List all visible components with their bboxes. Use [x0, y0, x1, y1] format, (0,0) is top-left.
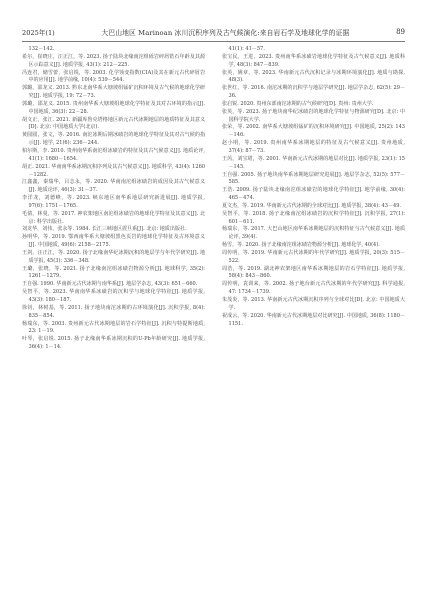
- reference-entry: 王璐，张晓，等. 2021. 扬子北缘南沱组冰碛岩物源分析[J]. 地球科学, 35(2): 1261－1279.: [22, 265, 205, 280]
- reference-entry: 郭璐，邵龙义. 2015. 贵州南华系大塘坡组地球化学特征及其对古环境的指示[J]. 中国地质, 36(3): 22－28.: [22, 100, 205, 115]
- reference-entry: 王自强. 2005. 扬子地块南华系冰期地层研究进展[J]. 地层学杂志, 52(5): 577－585.: [222, 171, 405, 186]
- page-header: [22, 25, 405, 39]
- reference-entry: 王浩. 2009. 扬子陆块北缘南沱组冰碛岩的地球化学特征[J]. 地学前缘, 30(4): 465－474.: [222, 187, 405, 202]
- reference-entry: 胡正. 2021. 华南南华系冰期沉积序列及其古气候意义[J]. 地质科学, 43(4): 1260－1282.: [22, 163, 205, 178]
- reference-entry: 孙明华，等. 2019. 鄂西南华系大塘坡组黑色页岩的地球化学特征及古环境意义[J]. 中国地质, 49(6): 2158－2175.: [22, 234, 205, 249]
- reference-entry: 张宝民，王进，2023. 贵州南华系冰碛岩地球化学特征及古气候意义[J]. 地质科学, 48(3): 847－839.: [222, 53, 405, 68]
- reference-entry: 赵小明，等. 2019. 贵州南华系冰期地层的特征及古气候意义[J]. 贵州地质, 37(4): 87－73.: [222, 140, 405, 154]
- reference-entry: 张启锐. 2020. 贵州东部南沱冰期的古气候研究[D]. 贵州: 贵州大学.: [222, 100, 374, 107]
- reference-entry: 夏文杰，等. 2019. 华南新元古代冰期的全球对比[J]. 地质学报, 38(4): 43－49.: [222, 202, 402, 209]
- reference-entry: 胡文正，张江. 2021. 新疆库鲁克塔格地区新元古代冰期地层的地质特征及其意义[D]. 北京: 中国地质大学(北京).: [22, 116, 205, 131]
- references-left-column: [22, 46, 205, 352]
- reference-entry: 朱茂炎，等. 2013. 华南新元古代冰期沉积序列与全球对比[D]. 北京: 中国地质大学.: [222, 297, 405, 311]
- journal-year: 2025年(1): [22, 29, 55, 37]
- reference-entry: 周浩，等. 2019. 湖北神农架地区南华系冰期地层的岩石学特征[J]. 地质学报, 58(4): 843－860.: [222, 265, 405, 280]
- reference-entry: 毛倩，林曼，等. 2017. 神农架地区南沱组冰碛岩的地球化学特征及其意义[J]. 北京: 科学出版社.: [22, 210, 205, 225]
- reference-entry: 吴智平，等. 2023. 华南南华系冰碛岩的沉积学与地球化学特征[J]. 地质学报, 43(3): 180－187.: [22, 289, 205, 303]
- reference-entry: 李洋龙，刘德峰，等. 2023. 峡东地区南华系地层研究新进展[J]. 地质学报, 97(6): 1751－1765.: [22, 195, 205, 209]
- reference-entry: 王剑，汪正江，等. 2020. 扬子北缘南华纪冰期沉积的地层学与年代学研究[J]. 地质学报, 45(3): 336－348.: [22, 249, 205, 264]
- reference-entry: 叶琴，张启锐. 2015. 扬子北缘南华系冰期沉积的U-Pb年龄研究[J]. 地质学报, 36(4): 1－14.: [22, 336, 205, 351]
- reference-entry: 柏尔斯，李. 2010. 贵州南华系南沱组冰碛岩的特征及其古气候意义[J]. 地质论评, 41(1): 1680－1654.: [22, 147, 205, 162]
- reference-entry: 郭璐，邵龙义. 2013. 黔东北南华系大塘坡组锰矿沉积环境及古气候的地球化学研究[J]. 地质学报, 19: 72－73.: [22, 85, 205, 100]
- references-right-column: [222, 46, 405, 328]
- reference-entry: 祝成云，等. 2020. 华南新元古代冰期地层对比研究[J]. 中国地质, 36(8): 1180－1151.: [222, 312, 405, 327]
- running-title: 大巴山地区 Marinoan 冰川沉积序列及古气候演化:来自岩石学及地球化学的证据: [101, 29, 350, 37]
- header-rule: [22, 41, 405, 42]
- reference-entry: 吴智平，等. 2018. 扬子北缘南沱组冰碛岩的沉积学特征[J]. 沉积学报, 27(1): 601－611.: [222, 210, 405, 225]
- page-number: 89: [396, 28, 405, 36]
- reference-entry: 徐钊，林树基，等. 2011. 扬子地块南沱冰期的古环境演化[J]. 沉积学报, 8(4): 835－854.: [22, 304, 205, 319]
- reference-entry: 张世红，等. 2016. 南沱冰期的沉积学与地层学研究[J]. 地层学杂志, 62(5): 29－36.: [222, 85, 405, 100]
- reference-entry: 张英，姚章，等. 2023. 华南新元古代沉积记录与冰期环境演化[J]. 地质与勘探, 48(3).: [222, 69, 405, 84]
- reference-entry: 冯连君，储雪蕾，张启锐，等. 2003. 化学蚀变指数(CIA)及其在新元古代碎屑岩中的应用[J]. 地学前缘, 10(4): 539－544.: [22, 69, 205, 84]
- reference-entry: 杨雪，等. 2020. 扬子北缘南沱组冰碛岩物源分析[J]. 地球化学, 40(4).: [222, 242, 380, 249]
- reference-entry: 张荣，等. 2002. 南华系大塘坡组锰矿的沉积环境研究[J]. 中国地质, 25(2): 143－146.: [222, 124, 405, 139]
- reference-entry: 希尔，崔晓庄，汪正江，等. 2023. 扬子陆块北缘南沱组砾岩碎屑锆石年龄及其源区示踪意义[J]. 地质学报, 43(1): 212－225.: [22, 53, 205, 68]
- reference-entry: 张英，等. 2023. 扬子地块南华纪冰碛岩的地球化学特征与物源研究[D]. 北京: 中国科学院大学.: [222, 108, 405, 123]
- reference-entry: 杨瑞东，等. 2017. 大巴山地区南华系冰期地层的沉积特征与古气候意义[J]. 地质论评, 39(4).: [222, 226, 405, 241]
- reference-entry: 王芮，刘宝珺，等. 2001. 华南新元古代冰期的地层对比[J]. 地质学报, 23(1): 15－145.: [222, 155, 405, 170]
- reference-entry: 周传明，袁训来，等. 2002. 扬子地台新元古代冰期的年代学研究[J]. 科学通报, 47: 1734－1739.: [222, 281, 405, 296]
- reference-entry: 132－142.: [28, 46, 55, 52]
- reference-entry: 杨瑞东，等. 2003. 贵州新元古代冰期地层的岩石学特征[J]. 沉积与特提斯地质, 23: 1－19.: [22, 320, 205, 335]
- reference-entry: 41(1): 41－57.: [228, 46, 265, 52]
- reference-entry: 刘龙华，刘伟，张永等. 1984. 长江三峡地区震旦系[J]. 北京: 地质出版社.: [22, 226, 187, 233]
- reference-entry: 周传明，等. 2019. 华南新元古代冰期的年代学研究[J]. 地质学报, 20(3): 515－522.: [222, 249, 405, 264]
- reference-entry: 王自强. 1990. 华南新元古代冰期与南华系[J]. 地层学杂志, 43(3): 651－660.: [22, 281, 198, 288]
- reference-entry: 黄圆圆，张文，等. 2016. 南沱冰期后期冰碛岩的地球化学特征及其对古气候的指示[J]. 地学, 21(6): 236－244.: [22, 132, 205, 147]
- reference-entry: 江鑫鑫，秦瑞华，吕志永，等. 2020. 华南南沱组冰碛岩的成因及其古气候意义[J]. 地质论评, 46(3): 31－37.: [22, 179, 205, 194]
